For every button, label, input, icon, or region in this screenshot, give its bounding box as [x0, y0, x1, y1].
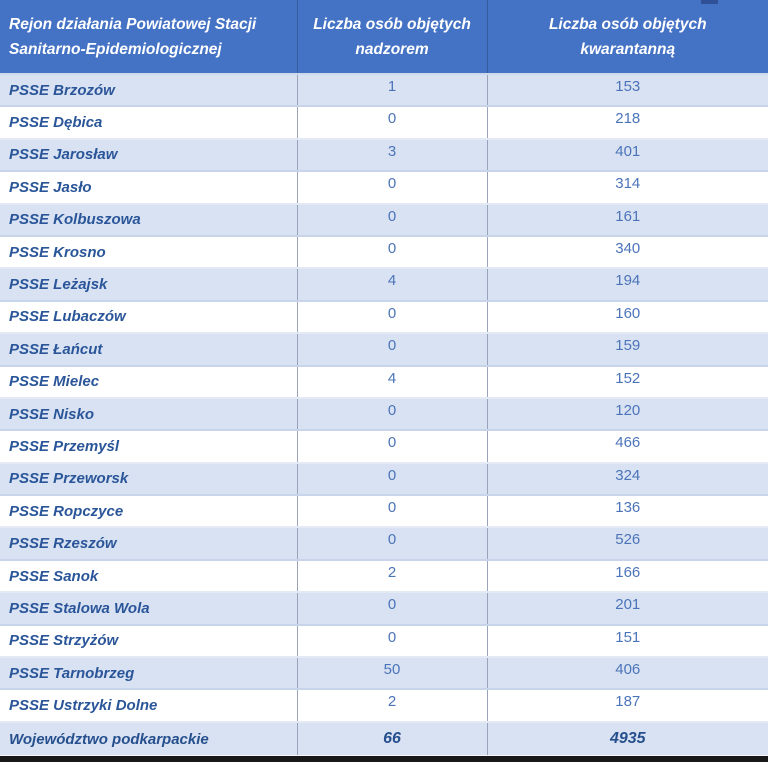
- region-cell: PSSE Krosno: [0, 236, 297, 268]
- summary-row: [0, 722, 768, 756]
- nadzor-cell: 0: [297, 236, 487, 268]
- table-footer: [0, 722, 768, 756]
- table-row: [0, 301, 768, 333]
- nadzor-cell: 0: [297, 204, 487, 236]
- nadzor-cell: 2: [297, 560, 487, 592]
- nadzor-cell: 0: [297, 301, 487, 333]
- nadzor-cell: 3: [297, 139, 487, 171]
- table-row: [0, 689, 768, 721]
- nadzor-cell: 4: [297, 366, 487, 398]
- region-cell: PSSE Ustrzyki Dolne: [0, 689, 297, 721]
- col-header-nadzor-line1: Liczba osób objętych: [313, 15, 471, 33]
- region-cell: PSSE Leżajsk: [0, 268, 297, 300]
- nadzor-cell: 0: [297, 463, 487, 495]
- kwarantanna-cell: 526: [487, 527, 768, 559]
- region-cell: PSSE Jasło: [0, 171, 297, 203]
- kwarantanna-cell: 340: [487, 236, 768, 268]
- nadzor-cell: 0: [297, 625, 487, 657]
- region-cell: PSSE Przemyśl: [0, 430, 297, 462]
- table-row: [0, 592, 768, 624]
- region-cell: PSSE Tarnobrzeg: [0, 657, 297, 689]
- table-row: [0, 366, 768, 398]
- col-header-kwarantanna-line2: kwarantanną: [580, 40, 676, 58]
- region-cell: PSSE Nisko: [0, 398, 297, 430]
- nadzor-cell: 0: [297, 430, 487, 462]
- table-row: [0, 527, 768, 559]
- region-cell: PSSE Mielec: [0, 366, 297, 398]
- table-row: [0, 625, 768, 657]
- kwarantanna-cell: 406: [487, 657, 768, 689]
- region-cell: PSSE Łańcut: [0, 333, 297, 365]
- kwarantanna-cell: 401: [487, 139, 768, 171]
- table-row: [0, 106, 768, 138]
- nadzor-cell: 0: [297, 333, 487, 365]
- table-row: [0, 204, 768, 236]
- region-cell: PSSE Kolbuszowa: [0, 204, 297, 236]
- summary-kwarantanna-value: 4935: [487, 722, 768, 756]
- kwarantanna-cell: 153: [487, 74, 768, 106]
- col-header-kwarantanna-line1: Liczba osób objętych: [548, 15, 707, 33]
- kwarantanna-cell: 314: [487, 171, 768, 203]
- summary-nadzor-value: 66: [297, 722, 487, 756]
- table-row: [0, 560, 768, 592]
- table-row: [0, 268, 768, 300]
- table-row: [0, 495, 768, 527]
- col-header-nadzor: [297, 0, 487, 74]
- kwarantanna-cell: 136: [487, 495, 768, 527]
- kwarantanna-cell: 120: [487, 398, 768, 430]
- table-row: [0, 139, 768, 171]
- header-row: [0, 0, 768, 74]
- kwarantanna-cell: 160: [487, 301, 768, 333]
- region-cell: PSSE Dębica: [0, 106, 297, 138]
- col-header-nadzor-line2: nadzorem: [355, 40, 429, 58]
- table-row: [0, 236, 768, 268]
- table-row: [0, 430, 768, 462]
- region-cell: PSSE Lubaczów: [0, 301, 297, 333]
- nadzor-cell: 2: [297, 689, 487, 721]
- table-body: [0, 74, 768, 722]
- summary-region-label: Województwo podkarpackie: [0, 722, 297, 756]
- nadzor-cell: 0: [297, 171, 487, 203]
- region-cell: PSSE Jarosław: [0, 139, 297, 171]
- kwarantanna-cell: 161: [487, 204, 768, 236]
- table-row: [0, 171, 768, 203]
- table-header: [0, 0, 768, 74]
- nadzor-cell: 0: [297, 106, 487, 138]
- nadzor-cell: 4: [297, 268, 487, 300]
- table-row: [0, 398, 768, 430]
- kwarantanna-cell: 194: [487, 268, 768, 300]
- scrollbar-artifact: [701, 0, 718, 4]
- kwarantanna-cell: 152: [487, 366, 768, 398]
- nadzor-cell: 1: [297, 74, 487, 106]
- region-cell: PSSE Rzeszów: [0, 527, 297, 559]
- kwarantanna-cell: 187: [487, 689, 768, 721]
- nadzor-cell: 50: [297, 657, 487, 689]
- kwarantanna-cell: 151: [487, 625, 768, 657]
- region-cell: PSSE Przeworsk: [0, 463, 297, 495]
- kwarantanna-cell: 201: [487, 592, 768, 624]
- col-header-kwarantanna: [487, 0, 768, 74]
- kwarantanna-cell: 166: [487, 560, 768, 592]
- region-cell: PSSE Brzozów: [0, 74, 297, 106]
- nadzor-cell: 0: [297, 398, 487, 430]
- region-cell: PSSE Ropczyce: [0, 495, 297, 527]
- col-header-region: [0, 0, 297, 74]
- table-row: [0, 657, 768, 689]
- col-header-region-line1: Rejon działania Powiatowej Stacji: [9, 15, 257, 33]
- kwarantanna-cell: 218: [487, 106, 768, 138]
- region-cell: PSSE Strzyżów: [0, 625, 297, 657]
- table-row: [0, 333, 768, 365]
- kwarantanna-cell: 466: [487, 430, 768, 462]
- region-cell: PSSE Sanok: [0, 560, 297, 592]
- bottom-edge-bar: [0, 756, 768, 762]
- kwarantanna-cell: 324: [487, 463, 768, 495]
- region-cell: PSSE Stalowa Wola: [0, 592, 297, 624]
- table-row: [0, 74, 768, 106]
- nadzor-cell: 0: [297, 592, 487, 624]
- nadzor-cell: 0: [297, 495, 487, 527]
- nadzor-cell: 0: [297, 527, 487, 559]
- table-row: [0, 463, 768, 495]
- col-header-region-line2: Sanitarno-Epidemiologicznej: [9, 40, 222, 58]
- kwarantanna-cell: 159: [487, 333, 768, 365]
